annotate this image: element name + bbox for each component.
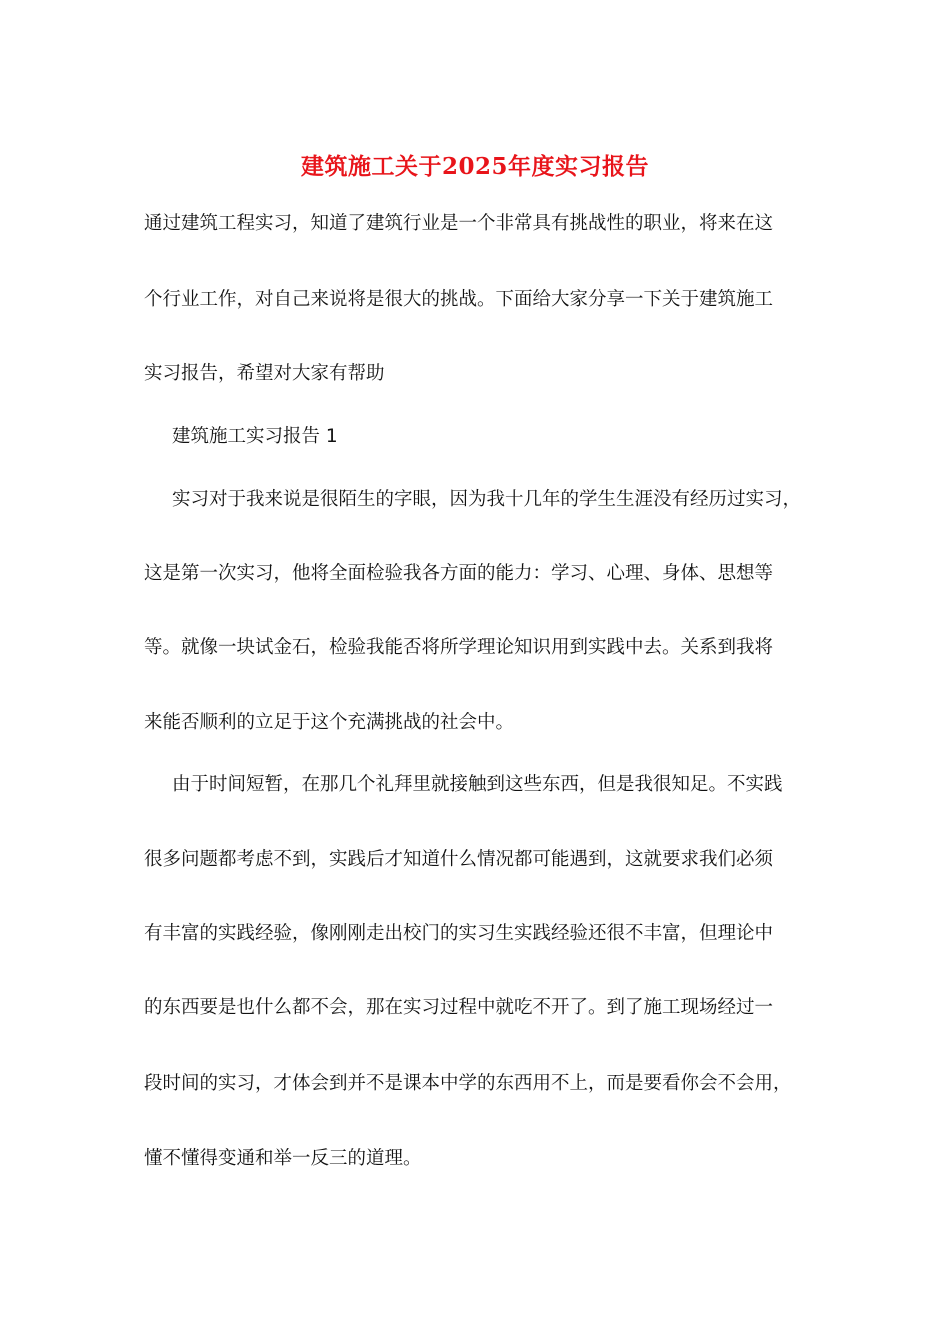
section-heading: 建筑施工实习报告 1 bbox=[172, 426, 338, 447]
paragraph-1-line-4: 来能否顺利的立足于这个充满挑战的社会中。 bbox=[144, 712, 515, 733]
intro-line-1: 通过建筑工程实习，知道了建筑行业是一个非常具有挑战性的职业，将来在这 bbox=[144, 213, 774, 234]
paragraph-2-line-4: 的东西要是也什么都不会，那在实习过程中就吃不开了。到了施工现场经过一 bbox=[144, 997, 774, 1018]
paragraph-2-line-3: 有丰富的实践经验，像刚刚走出校门的实习生实践经验还很不丰富，但理论中 bbox=[144, 923, 774, 944]
paragraph-1-line-3: 等。就像一块试金石，检验我能否将所学理论知识用到实践中去。关系到我将 bbox=[144, 637, 774, 658]
paragraph-1-line-1: 实习对于我来说是很陌生的字眼，因为我十几年的学生生涯没有经历过实习， bbox=[172, 489, 802, 510]
intro-line-3: 实习报告，希望对大家有帮助 bbox=[144, 363, 385, 384]
document-title: 建筑施工关于2025年度实习报告 bbox=[300, 153, 649, 180]
paragraph-2-line-5: 段时间的实习，才体会到并不是课本中学的东西用不上，而是要看你会不会用， bbox=[144, 1073, 792, 1094]
paragraph-1-line-2: 这是第一次实习，他将全面检验我各方面的能力：学习、心理、身体、思想等 bbox=[144, 563, 774, 584]
paragraph-2-line-2: 很多问题都考虑不到，实践后才知道什么情况都可能遇到，这就要求我们必须 bbox=[144, 849, 774, 870]
paragraph-2-line-1: 由于时间短暂，在那几个礼拜里就接触到这些东西，但是我很知足。不实践 bbox=[172, 774, 783, 795]
intro-line-2: 个行业工作，对自己来说将是很大的挑战。下面给大家分享一下关于建筑施工 bbox=[144, 289, 774, 310]
paragraph-2-line-6: 懂不懂得变通和举一反三的道理。 bbox=[144, 1148, 422, 1169]
